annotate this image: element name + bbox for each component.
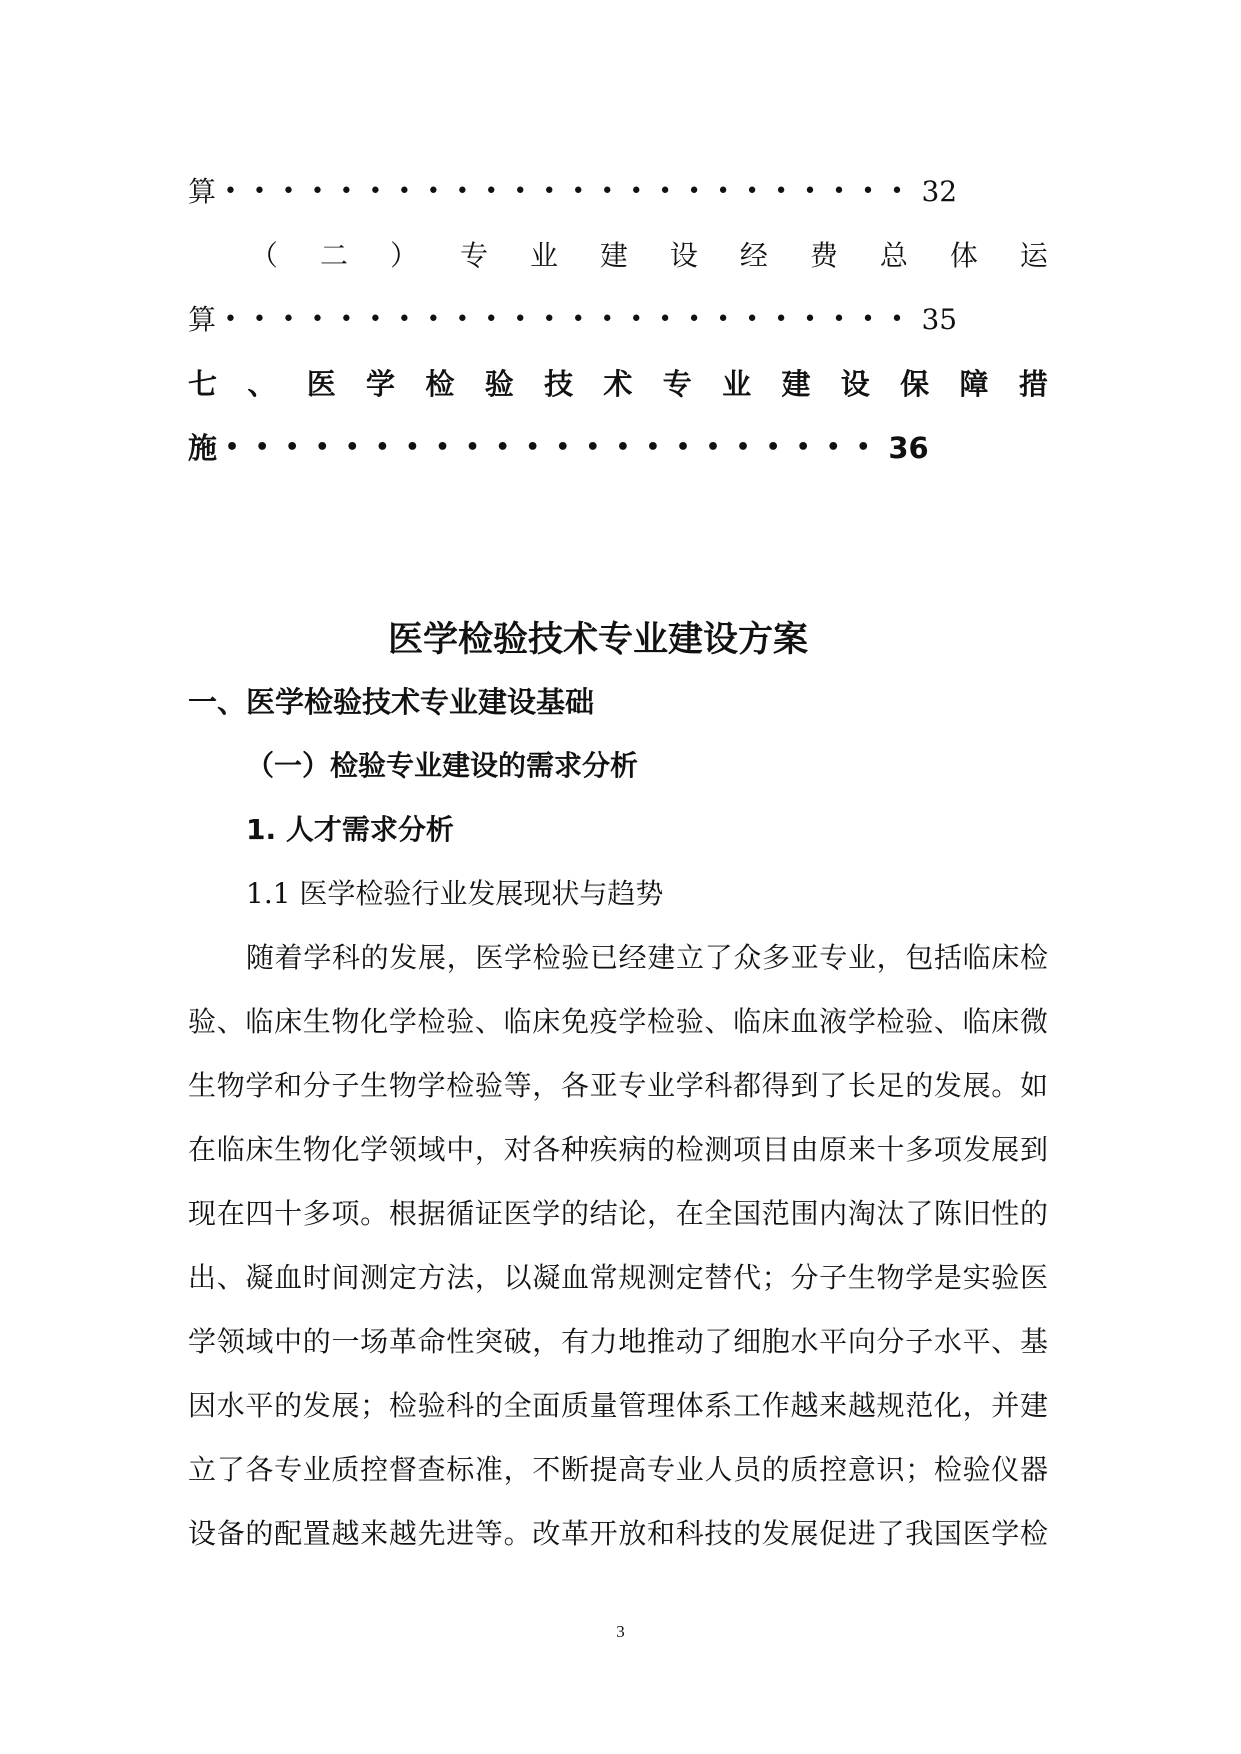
toc-char: 运: [1019, 239, 1048, 272]
toc-char: 体: [949, 239, 978, 272]
toc-char: 总: [879, 239, 908, 272]
toc-leader-dots: ••••••••••••••••••••••••: [224, 307, 920, 332]
toc-char: 经: [739, 239, 768, 272]
toc-char: 验: [484, 367, 514, 401]
toc-leader-dots: ••••••••••••••••••••••: [225, 435, 887, 460]
page-content: [188, 160, 1048, 1566]
toc-char: 七: [188, 367, 218, 401]
toc-entry-line: [188, 288, 1048, 352]
toc-char: 业: [529, 239, 558, 272]
document-title: 医学检验技术专业建设方案: [387, 620, 808, 660]
toc-char: ）: [389, 239, 418, 272]
body-paragraph: [188, 926, 1048, 1566]
toc-char: 障: [959, 367, 989, 401]
page-number: 3: [616, 1622, 625, 1641]
toc-entry-line: [188, 416, 1048, 480]
subsection-heading: （一）检验专业建设的需求分析: [246, 749, 639, 782]
toc-char: 设: [840, 367, 870, 401]
toc-char: 建: [781, 367, 811, 401]
toc-entry-text: 施: [188, 431, 218, 465]
toc-char: 技: [544, 367, 574, 401]
paragraph-line: 因水平的发展；检验科的全面质量管理体系工作越来越规范化，并建: [188, 1389, 1048, 1422]
toc-char: 费: [809, 239, 838, 272]
paragraph-line: 在临床生物化学领域中，对各种疾病的检测项目由原来十多项发展到: [188, 1133, 1048, 1166]
toc-page-number: 32: [921, 175, 958, 208]
paragraph-line: 生物学和分子生物学检验等，各亚专业学科都得到了长足的发展。如: [188, 1069, 1048, 1102]
toc-char: 学: [366, 367, 396, 401]
toc-leader-dots: ••••••••••••••••••••••••: [224, 179, 920, 204]
paragraph-line: 出、凝血时间测定方法，以凝血常规测定替代；分子生物学是实验医: [188, 1261, 1048, 1294]
subitem-heading: 1.1 医学检验行业发展现状与趋势: [246, 877, 664, 910]
toc-entry-line: [188, 224, 1048, 288]
paragraph-line: 随着学科的发展，医学检验已经建立了众多亚专业，包括临床检: [246, 941, 1048, 974]
toc-char: 建: [599, 239, 628, 272]
toc-entry-line: [188, 352, 1048, 416]
paragraph-line: 验、临床生物化学检验、临床免疫学检验、临床血液学检验、临床微: [188, 1005, 1048, 1038]
paragraph-line: 学领域中的一场革命性突破，有力地推动了细胞水平向分子水平、基: [188, 1325, 1048, 1358]
section-heading: 一、医学检验技术专业建设基础: [188, 685, 595, 719]
toc-char: 二: [319, 239, 348, 272]
toc-char: 设: [669, 239, 698, 272]
toc-page-number: 36: [888, 431, 929, 465]
paragraph-line: 现在四十多项。根据循证医学的结论，在全国范围内淘汰了陈旧性的: [188, 1197, 1048, 1230]
toc-char: 专: [662, 367, 692, 401]
toc-char: 医: [306, 367, 336, 401]
toc-entry-line: [188, 160, 1048, 224]
toc-char: （: [250, 239, 279, 272]
paragraph-line: 设备的配置越来越先进等。改革开放和科技的发展促进了我国医学检: [188, 1517, 1048, 1550]
toc-page-number: 35: [921, 303, 958, 336]
toc-char: 措: [1018, 367, 1048, 401]
toc-char: 保: [900, 367, 930, 401]
toc-entry-text: 算: [188, 303, 217, 336]
toc-entry-text: 算: [188, 175, 217, 208]
paragraph-line: 立了各专业质控督查标准，不断提高专业人员的质控意识；检验仪器: [188, 1453, 1048, 1486]
toc-char: 术: [603, 367, 633, 401]
item-heading: 1. 人才需求分析: [246, 813, 454, 846]
toc-char: 专: [459, 239, 488, 272]
toc-char: 业: [722, 367, 752, 401]
toc-char: 检: [425, 367, 455, 401]
toc-char: 、: [247, 367, 277, 401]
